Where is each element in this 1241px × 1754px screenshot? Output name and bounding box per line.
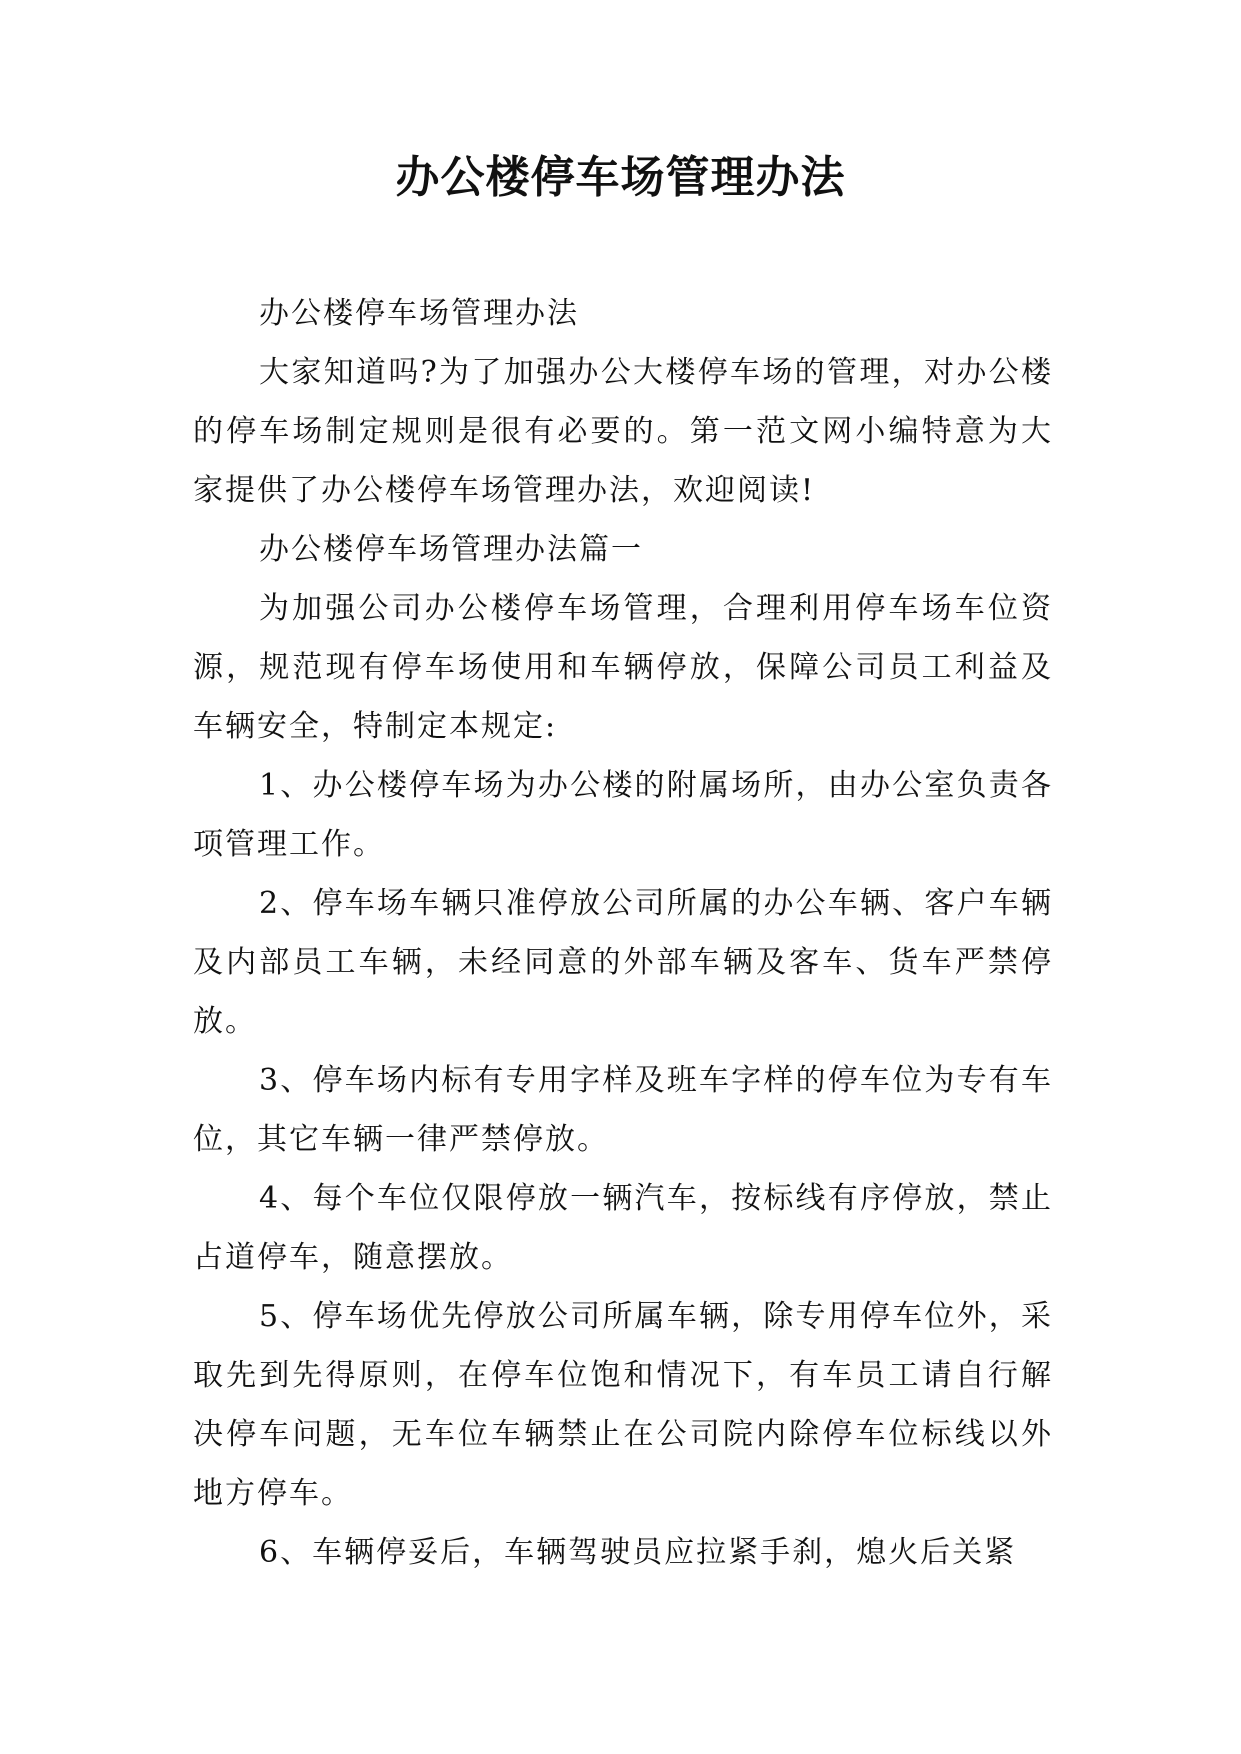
paragraph-rule-5: 5、停车场优先停放公司所属车辆，除专用停车位外，采取先到先得原则，在停车位饱和情况下，有车员工请自行解决停车问题，无车位车辆禁止在公司院内除停车位标线以外地方停车。 [193,1299,1053,1511]
page-title: 办公楼停车场管理办法 [395,152,846,203]
paragraph-rule-2: 2、停车场车辆只准停放公司所属的办公车辆、客户车辆及内部员工车辆，未经同意的外部车辆及客车、货车严禁停放。 [193,886,1053,1039]
paragraph-rule-1: 1、办公楼停车场为办公楼的附属场所，由办公室负责各项管理工作。 [193,768,1053,862]
paragraph-rule-6: 6、车辆停妥后，车辆驾驶员应拉紧手刹，熄火后关紧 [259,1535,1017,1570]
paragraph-purpose: 为加强公司办公楼停车场管理，合理利用停车场车位资源，规范现有停车场使用和车辆停放，保障公司员工利益及车辆安全，特制定本规定: [193,591,1053,744]
paragraph-intro: 大家知道吗?为了加强办公大楼停车场的管理，对办公楼的停车场制定规则是很有必要的。第一范文网小编特意为大家提供了办公楼停车场管理办法，欢迎阅读! [193,355,1053,508]
paragraph-rule-4: 4、每个车位仅限停放一辆汽车，按标线有序停放，禁止占道停车，随意摆放。 [193,1181,1053,1275]
paragraph-subtitle: 办公楼停车场管理办法 [259,296,579,331]
paragraph-section-heading: 办公楼停车场管理办法篇一 [259,532,643,567]
document-body [193,284,1053,1582]
paragraph-rule-3: 3、停车场内标有专用字样及班车字样的停车位为专有车位，其它车辆一律严禁停放。 [193,1063,1053,1157]
